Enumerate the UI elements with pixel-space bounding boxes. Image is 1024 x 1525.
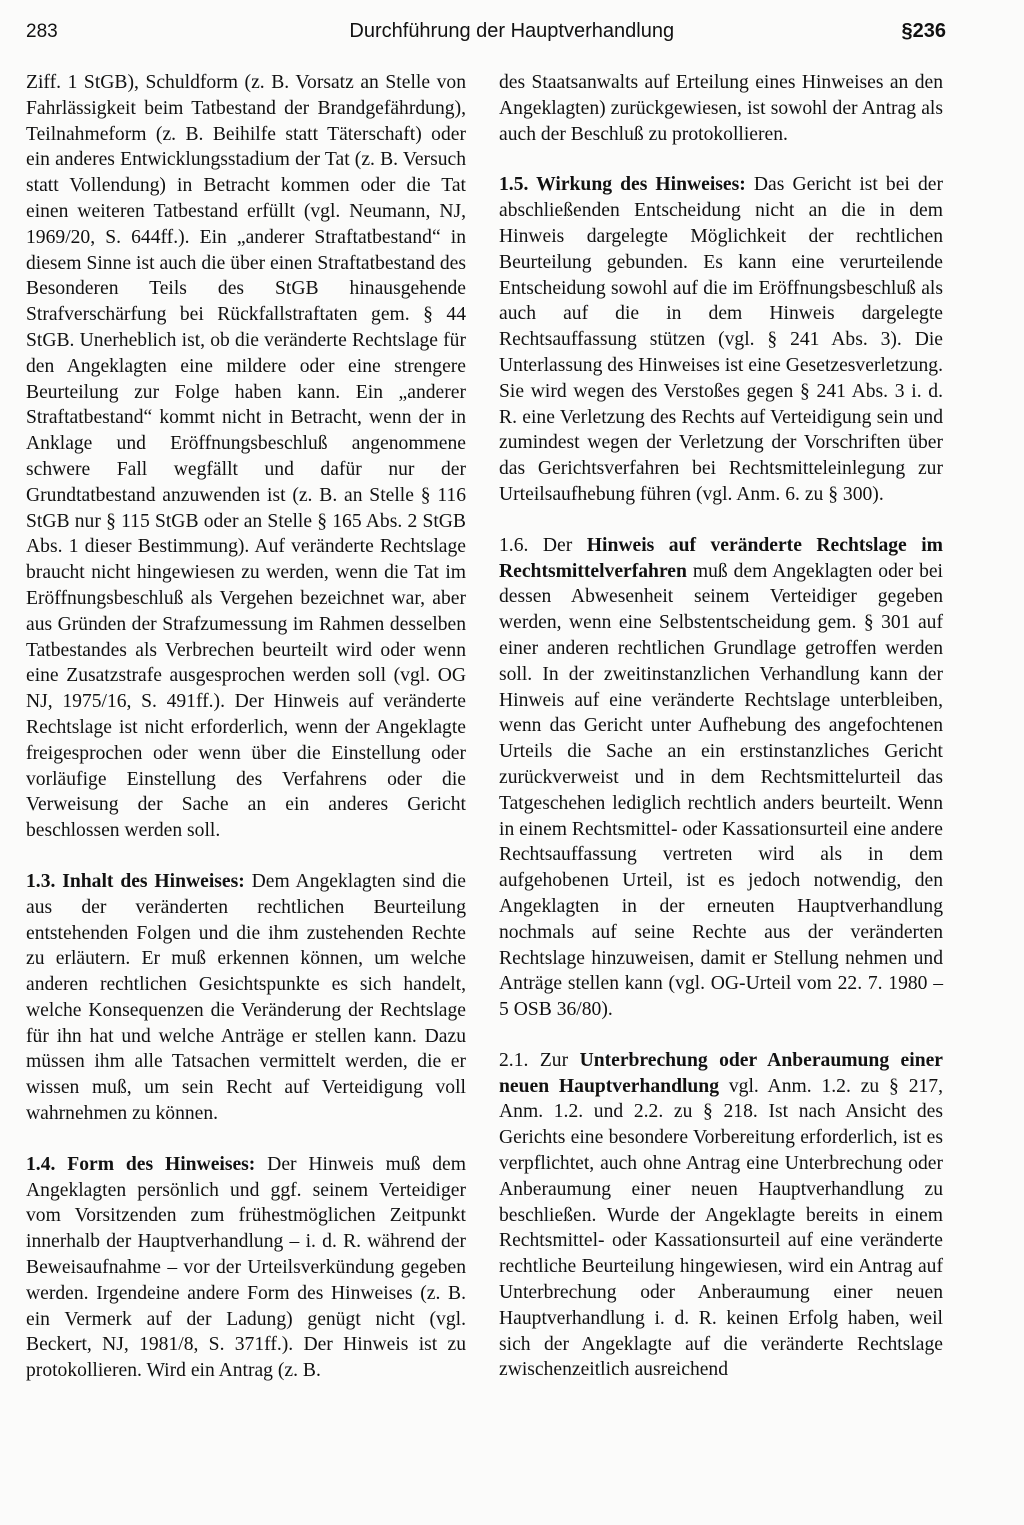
text-2-1: vgl. Anm. 1.2. zu § 217, Anm. 1.2. und 2.2. zu § 218. Ist nach Ansicht des Gerichts eine besondere Vorbereitung erforderlich, ist es verpflichtet, auch ohne Antrag eine Unterbrechung oder Anberaumung einer neuen Hauptverhandlung zu beschließen. Wurde der Angeklagte bereits in einem Rechtsmittel- oder Kassationsurteil auf eine veränderte rechtliche Beurteilung hingewiesen, wird ein Antrag auf Unterbrechung oder Anberaumung einer neuen Hauptverhandlung i. d. R. keinen Erfolg haben, weil sich der Angeklagte auf die veränderte Rechtslage zwischenzeitlich ausreichend: [499, 1075, 943, 1381]
running-title: Durchführung der Hauptverhandlung: [349, 20, 675, 42]
paragraph-1-4: [26, 1152, 466, 1384]
paragraph-continuation: Ziff. 1 StGB), Schuldform (z. B. Vorsatz an Stelle von Fahrlässigkeit beim Tatbestand der Brandgefährdung), Teilnahmeform (z. B. Beihilfe statt Täterschaft) oder ein anderes Entwicklungsstadium der Tat (z. B. Versuch statt Vollendung) in Betracht kommen oder die Tat einen weiteren Tatbestand erfüllt (vgl. Neumann, NJ, 1969/20, S. 644ff.). Ein „anderer Straftatbestand“ in diesem Sinne ist auch die über einen Straftatbestand des Besonderen Teils des StGB hinausgehende Strafverschärfung bei Rückfallstraftaten gem. § 44 StGB. Unerheblich ist, ob die veränderte Rechtslage für den Angeklagten eine mildere oder eine strengere Beurteilung zur Folge haben kann. Ein „anderer Straftatbestand“ kommt nicht in Betracht, wenn der in Anklage und Eröffnungsbeschluß angenommene schwere Fall wegfällt und dafür nur der Grundtatbestand anzuwenden ist (z. B. an Stelle § 116 StGB nur § 115 StGB oder an Stelle § 165 Abs. 2 StGB Abs. 1 dieser Bestimmung). Auf veränderte Rechtslage braucht nicht hingewiesen zu werden, wenn die Tat im Eröffnungsbeschluß als Vergehen bezeichnet war, aber aus Gründen der Strafzumessung im Rahmen desselben Tatbestandes als Verbrechen beurteilt wird oder wenn eine Zusatzstrafe ausgesprochen werden soll (vgl. OG NJ, 1975/16, S. 491ff.). Der Hinweis auf veränderte Rechtslage ist nicht erforderlich, wenn der Angeklagte freigesprochen oder wenn über die Einstellung oder vorläufige Einstellung des Verfahrens oder die Verweisung der Sache an ein anderes Gericht beschlossen werden soll.: [26, 72, 466, 842]
heading-1-6: Hinweis auf veränderte Rechtslage im Rechtsmittelverfahren: [499, 534, 944, 582]
text-1-4: Der Hinweis muß dem Angeklagten persönlich und ggf. seinem Verteidiger vom Vorsitzenden zum frühestmöglichen Zeitpunkt innerhalb der Hauptverhandlung – i. d. R. während der Beweisaufnahme – vor der Urteilsverkündung gegeben werden. Irgendeine andere Form des Hinweises (z. B. ein Vermerk auf der Ladung) genügt nicht (vgl. Beckert, NJ, 1981/8, S. 371ff.). Der Hinweis ist zu protokollieren. Wird ein Antrag (z. B.: [26, 1153, 466, 1382]
heading-2-1: Unterbrechung oder Anberaumung einer neuen Hauptverhandlung: [499, 1049, 943, 1097]
page-header: [26, 20, 946, 54]
right-column: [499, 70, 943, 1383]
paragraph-1-5: [499, 172, 943, 507]
section-marker: §236: [901, 20, 946, 42]
paragraph-continuation-right: des Staatsanwalts auf Erteilung eines Hinweises an den Angeklagten) zurückgewiesen, ist sowohl der Antrag als auch der Beschluß zu protokollieren.: [499, 72, 943, 145]
heading-1-5: 1.5. Wirkung des Hinweises:: [499, 174, 746, 196]
page-number: 283: [26, 21, 58, 42]
heading-1-4: 1.4. Form des Hinweises:: [26, 1153, 256, 1175]
text-1-5: Das Gericht ist bei der abschließenden Entscheidung nicht an die in dem Hinweis dargelegte Möglichkeit der rechtlichen Beurteilung gebunden. Es kann eine verurteilende Entscheidung sowohl auf die im Eröffnungsbeschluß als auch auf die in dem Hinweis dargelegte Rechtsauffassung stützen (vgl. § 241 Abs. 3). Die Unterlassung des Hinweises ist eine Gesetzesverletzung. Sie wird wegen des Verstoßes gegen § 241 Abs. 3 i. d. R. eine Verletzung des Rechts auf Verteidigung sein und zumindest wegen der Verletzung der Vorschriften über das Gerichtsverfahren bei Rechtsmitteleinlegung zur Urteilsaufhebung führen (vgl. Anm. 6. zu § 300).: [499, 174, 943, 505]
number-1-6: 1.6. Der: [499, 534, 587, 556]
text-1-3: Dem Angeklagten sind die aus der veränderten rechtlichen Beurteilung entstehenden Folgen und die ihm zustehenden Rechte zu erläutern. Er muß erkennen können, um welche anderen rechtlichen Gesichtspunkte es sich handelt, welche Konsequenzen die Veränderung der Rechtslage für ihn hat und welche Anträge er stellen kann. Dazu müssen ihm alle Tatsachen vermittelt werden, die er wissen muß, um sein Recht auf Verteidigung voll wahrnehmen zu können.: [26, 870, 467, 1125]
paragraph-1-3: [26, 869, 466, 1127]
number-2-1: 2.1. Zur: [499, 1049, 580, 1071]
paragraph-2-1: [499, 1048, 943, 1383]
text-1-6: muß dem Angeklagten oder bei dessen Abwesenheit seinem Verteidiger gegeben werden, wenn eine Selbstentscheidung gem. § 301 auf einer anderen rechtlichen Grundlage getroffen werden soll. In der zweitinstanzlichen Verhandlung kann der Hinweis auf eine veränderte Rechtslage unterbleiben, wenn das Gericht unter Aufhebung des angefochtenen Urteils die Sache an ein erstinstanzliches Gericht zurückverweist und in dem Rechtsmittelurteil das Tatgeschehen lediglich rechtlich anders beurteilt. Wenn in einem Rechtsmittel- oder Kassationsurteil eine andere Rechtsauffassung vertreten wird als in dem aufgehobenen Urteil, ist es jedoch notwendig, den Angeklagten in der erneuten Hauptverhandlung nochmals auf seine Rechte aus der veränderten Rechtslage hinzuweisen, damit er Stellung nehmen und Anträge stellen kann (vgl. OG-Urteil vom 22. 7. 1980 – 5 OSB 36/80).: [499, 560, 943, 1021]
paragraph-1-6: [499, 533, 943, 1023]
left-column: [26, 70, 466, 1384]
heading-1-3: 1.3. Inhalt des Hinweises:: [26, 870, 245, 892]
